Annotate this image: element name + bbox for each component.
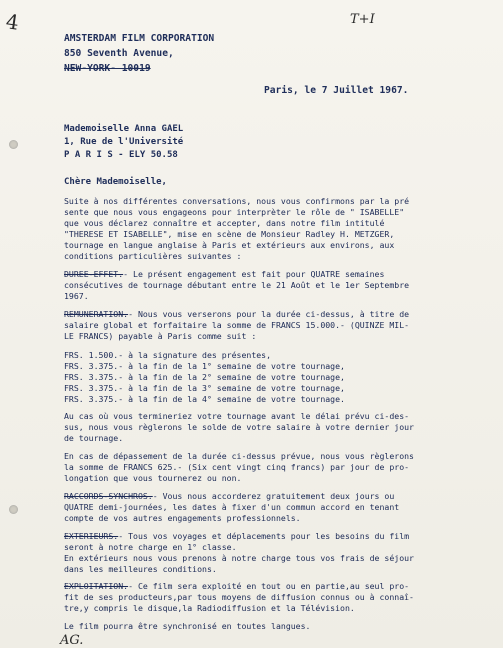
intro-line: sente que nous vous engageons pour interprèter le rôle de " ISABELLE" [64,207,405,217]
duree-line: - Le présent engagement est fait pour QUATRE semaines [123,269,385,279]
exterieurs-line: - Tous vos voyages et déplacements pour les besoins du film [118,531,410,541]
exploitation-label: EXPLOITATION. [64,581,129,591]
exploitation-clause [64,582,409,590]
raccords-label: RACCORDS-SYNCHROS. [64,491,153,501]
payment-line: FRS. 3.375.- à la fin de la 4° semaine de votre tournage. [64,394,345,404]
intro-line: que vous déclarez connaître et accepter, dans notre film intitulé [64,218,385,228]
early-finish-line: Au cas où vous termineriez votre tournage avant le délai prévu ci-des- [64,411,410,421]
exterieurs-clause [64,532,409,540]
company-city: NEW-YORK- 10019 [64,63,151,74]
remuneration-line: salaire global et forfaitaire la somme de FRANCS 15.000.- (QUINZE MIL- [64,320,410,330]
intro-line: "THERESE ET ISABELLE", mise en scène de Monsieur Radley H. METZGER, [64,229,395,239]
exterieurs-line: dans les meilleures conditions. [64,564,217,574]
punch-hole [9,505,18,514]
overrun-line: longation que vous tournerez ou non. [64,473,242,483]
duree-line: 1967. [64,291,89,301]
margin-mark: 4 [4,9,21,35]
overrun-line: la somme de FRANCS 625.- (Six cent vingt cinq francs) par jour de pro- [64,462,410,472]
remuneration-clause [64,310,409,318]
raccords-line: compte de vos autres engagements professionnels. [64,513,301,523]
exterieurs-line: seront à notre charge en 1° classe. [64,542,237,552]
remuneration-line: LE FRANCS) payable à Paris comme suit : [64,331,257,341]
duree-label: DUREE-EFFET. [64,269,124,279]
intro-line: conditions particulières suivantes : [64,251,242,261]
exterieurs-line: En extérieurs nous vous prenons à notre charge tous vos frais de séjour [64,553,414,563]
date-line: Paris, le 7 Juillet 1967. [264,85,409,96]
payment-line: FRS. 3.375.- à la fin de la 3° semaine de votre tournage, [64,383,345,393]
intro-line: tournage en langue anglaise à Paris et extérieurs aux environs, aux [64,240,395,250]
overrun-line: En cas de dépassement de la durée ci-dessus prévue, nous vous règlerons [64,451,414,461]
early-finish-line: de tournage. [64,433,124,443]
payment-line: FRS. 3.375.- à la fin de la 1° semaine de votre tournage, [64,361,345,371]
duree-clause [64,270,384,278]
top-right-note: T+I [350,12,375,27]
remuneration-line: - Nous vous verserons pour la durée ci-dessus, à titre de [128,309,410,319]
remuneration-label: REMUNERATION. [64,309,129,319]
punch-hole [9,140,18,149]
payment-line: FRS. 3.375.- à la fin de la 2° semaine de votre tournage, [64,372,345,382]
closing-line: Le film pourra être synchronisé en toutes langues. [64,621,311,631]
duree-line: consécutives de tournage débutant entre le 21 Août et le 1er Septembre [64,280,410,290]
raccords-line: - Vous nous accorderez gratuitement deux jours ou [152,491,395,501]
company-address: 850 Seventh Avenue, [64,48,174,59]
raccords-line: QUATRE demi-journées, les dates à fixer d'un commun accord en tenant [64,502,400,512]
exploitation-line: tre,y compris le disque,la Radiodiffusion et la Télévision. [64,603,355,613]
recipient-city: P A R I S - ELY 50.58 [64,150,178,160]
exploitation-line: - Ce film sera exploité en tout ou en partie,au seul pro- [128,581,410,591]
raccords-clause [64,492,394,500]
salutation: Chère Mademoiselle, [64,177,167,187]
recipient-name: Mademoiselle Anna GAEL [64,124,184,134]
intro-line: Suite à nos différentes conversations, nous vous confirmons par la pré [64,196,410,206]
early-finish-line: sus, nous vous règlerons le solde de votre salaire à votre dernier jour [64,422,414,432]
exterieurs-label: EXTERIEURS. [64,531,119,541]
company-name: AMSTERDAM FILM CORPORATION [64,33,215,44]
recipient-street: 1, Rue de l'Université [64,137,184,147]
initials: AG. [60,633,84,648]
exploitation-line: fit de ses producteurs,par tous moyens de diffusion connus ou à connaî- [64,592,414,602]
payment-line: FRS. 1.500.- à la signature des présentes, [64,350,272,360]
